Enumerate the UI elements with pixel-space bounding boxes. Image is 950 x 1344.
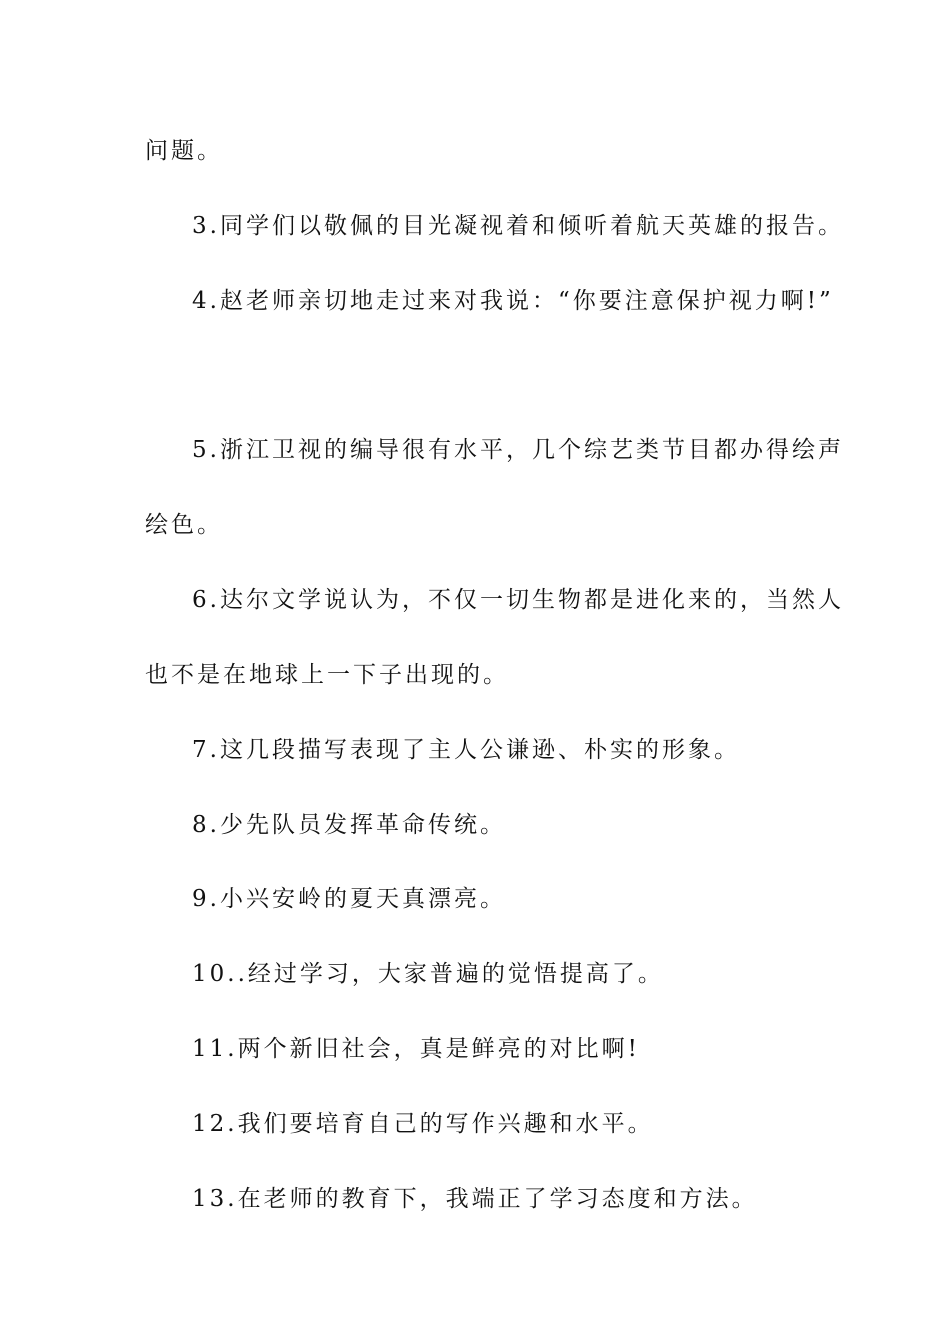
sentence-4: 4.赵老师亲切地走过来对我说：“你要注意保护视力啊!”	[192, 288, 834, 314]
sentence-9: 9.小兴安岭的夏天真漂亮。	[192, 886, 506, 912]
text-line-continuation: 问题。	[145, 138, 223, 164]
sentence-7: 7.这几段描写表现了主人公谦逊、朴实的形象。	[192, 737, 740, 763]
sentence-5: 5.浙江卫视的编导很有水平，几个综艺类节目都办得绘声	[192, 437, 844, 463]
sentence-6-continuation: 也不是在地球上一下子出现的。	[145, 662, 509, 688]
sentence-8: 8.少先队员发挥革命传统。	[192, 812, 506, 838]
sentence-6: 6.达尔文学说认为，不仅一切生物都是进化来的，当然人	[192, 587, 844, 613]
sentence-12: 12.我们要培育自己的写作兴趣和水平。	[192, 1111, 654, 1137]
sentence-3: 3.同学们以敬佩的目光凝视着和倾听着航天英雄的报告。	[192, 213, 844, 239]
sentence-11: 11.两个新旧社会，真是鲜亮的对比啊!	[192, 1036, 640, 1062]
sentence-13: 13.在老师的教育下，我端正了学习态度和方法。	[192, 1186, 758, 1212]
sentence-10: 10..经过学习，大家普遍的觉悟提高了。	[192, 961, 664, 987]
sentence-5-continuation: 绘色。	[145, 512, 223, 538]
